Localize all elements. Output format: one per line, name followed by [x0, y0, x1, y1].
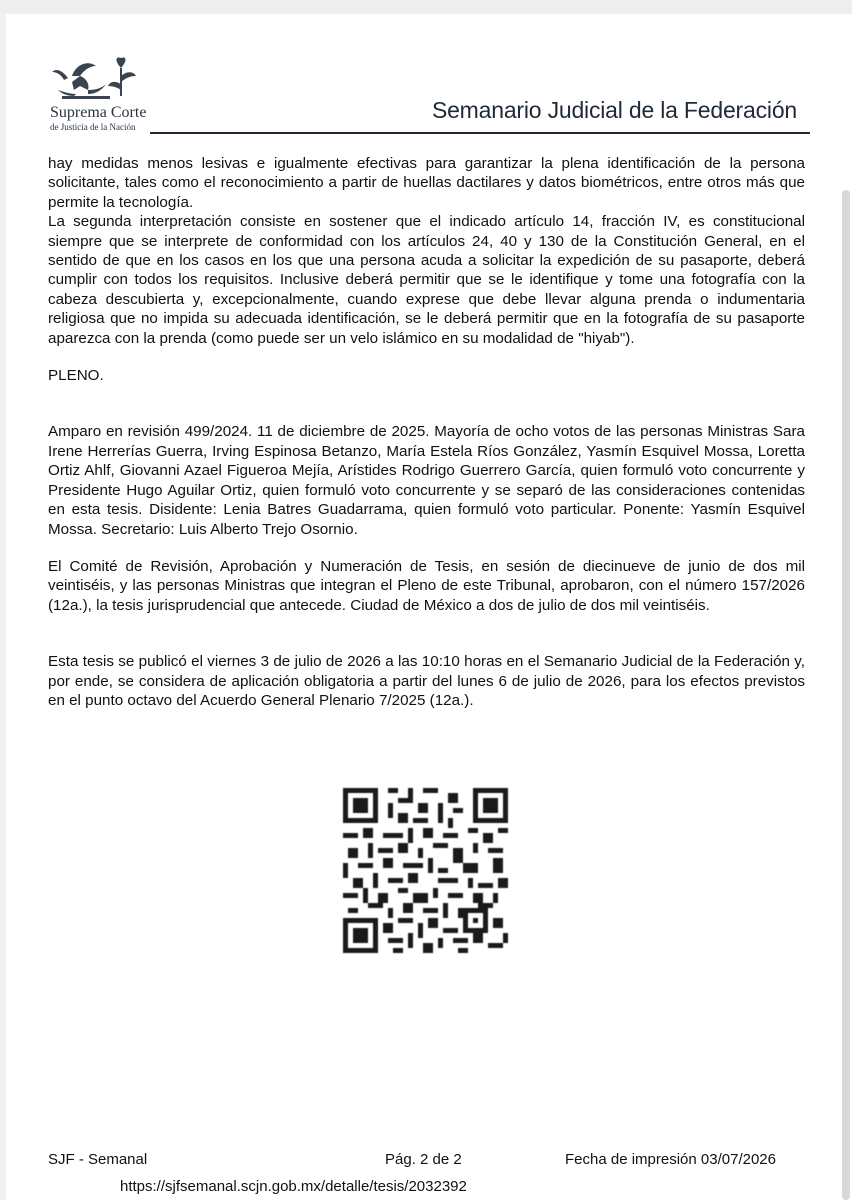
logo-subtitle: de Justicia de la Nación [50, 122, 136, 132]
logo-name: Suprema Corte [50, 104, 147, 121]
footer-page-number: Pág. 2 de 2 [385, 1151, 462, 1168]
top-strip [0, 0, 852, 14]
footer-print-date: Fecha de impresión 03/07/2026 [565, 1151, 776, 1168]
header-rule [150, 132, 810, 134]
page-edge [0, 14, 6, 1200]
paragraph-biometrics: hay medidas menos lesivas e igualmente efectivas para garantizar la plena identificación de la persona solicitante, tales como el reconocimiento a partir de huellas dactilares y datos biométricos, entre otros más que permite la tecnología. [48, 155, 805, 211]
paragraph-amparo: Amparo en revisión 499/2024. 11 de diciembre de 2025. Mayoría de ocho votos de las personas Ministras Sara Irene Herrerías Guerra, Irving Espinosa Betanzo, María Estela Ríos González, Yasmín Esquivel Mossa, Loretta Ortiz Ahlf, Giovanni Azael Figueroa Mejía, Arístides Rodrigo Guerrero García, quien formuló voto concurrente y Presidente Hugo Aguilar Ortiz, quien formuló voto concurrente y se separó de las consideraciones contenidas en esta tesis. Disidente: Lenia Batres Guadarrama, quien formuló voto particular. Ponente: Yasmín Esquivel Mossa. Secretario: Luis Alberto Trejo Osornio. [48, 423, 805, 538]
paragraph-comite: El Comité de Revisión, Aprobación y Numeración de Tesis, en sesión de diecinueve de junio de dos mil veintiséis, y las personas Ministras que integran el Pleno de este Tribunal, aprobaron, con el número 157/2026 (12a.), la tesis jurisprudencial que antecede. Ciudad de México a dos de julio de dos mil veintiséis. [48, 557, 805, 614]
footer-source: SJF - Semanal [48, 1151, 148, 1168]
scrollbar[interactable] [842, 190, 850, 1200]
paragraph-publication: Esta tesis se publicó el viernes 3 de julio de 2026 a las 10:10 horas en el Semanario Judicial de la Federación y, por ende, se considera de aplicación obligatoria a partir del lunes 6 de julio de 2026, para los efectos previstos en el punto octavo del Acuerdo General Plenario 7/2025 (12a.). [48, 653, 805, 709]
eagle-emblem-icon [50, 56, 140, 102]
qr-code-icon[interactable] [343, 788, 508, 953]
document-title: Semanario Judicial de la Federación [431, 97, 797, 123]
footer-url-link[interactable]: https://sjfsemanal.scjn.gob.mx/detalle/tesis/2032392 [120, 1178, 467, 1195]
document-body [48, 154, 805, 710]
paragraph-second-interpretation: La segunda interpretación consiste en sostener que el indicado artículo 14, fracción IV, es constitucional siempre que se interprete de conformidad con los artículos 24, 40 y 130 de la Constitución General, en el sentido de que en los casos en los que una persona acuda a solicitar la expedición de su pasaporte, deberá cumplir con todos los requisitos. Inclusive deberá permitir que se le identifique y tome una fotografía con la cabeza descubierta y, excepcionalmente, cuando exprese que debe llevar alguna prenda o indumentaria religiosa que no impida su adecuada identificación, se le deberá permitir que en la fotografía de su pasaporte aparezca con la prenda (como puede ser un velo islámico en su modalidad de "hiyab"). [48, 213, 805, 347]
scjn-logo [44, 56, 147, 132]
paragraph-pleno: PLENO. [48, 367, 104, 385]
